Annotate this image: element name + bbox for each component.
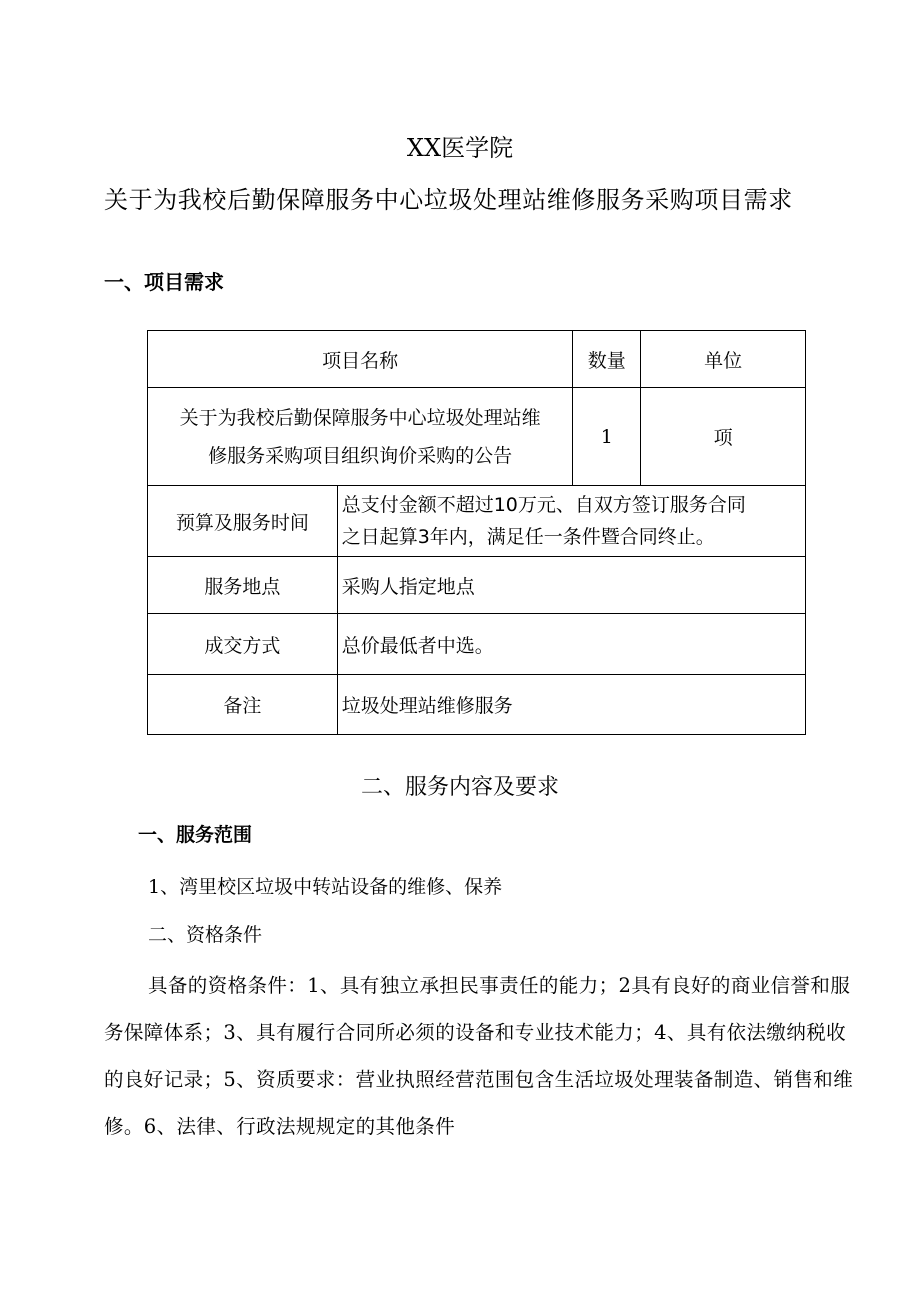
budget-value-line1: 总支付金额不超过10万元、自双方签订服务合同 xyxy=(341,494,746,516)
document-title: 关于为我校后勤保障服务中心垃圾处理站维修服务采购项目需求 xyxy=(104,186,793,214)
quantity-cell: 1 xyxy=(573,388,641,486)
location-label: 服务地点 xyxy=(148,557,338,614)
header-unit: 单位 xyxy=(641,331,806,388)
project-name-line2: 修服务采购项目组织询价采购的公告 xyxy=(208,444,513,467)
qualification-heading: 二、资格条件 xyxy=(148,924,263,946)
header-quantity: 数量 xyxy=(573,331,641,388)
remarks-value: 垃圾处理站维修服务 xyxy=(337,675,805,735)
method-label: 成交方式 xyxy=(148,614,338,675)
requirements-table xyxy=(147,330,806,735)
table-row-project xyxy=(148,388,806,486)
remarks-label: 备注 xyxy=(148,675,338,735)
method-value: 总价最低者中选。 xyxy=(337,614,805,675)
table-row-remarks xyxy=(148,675,806,735)
scope-heading: 一、服务范围 xyxy=(138,824,253,846)
table-row-method xyxy=(148,614,806,675)
section-heading-service: 二、服务内容及要求 xyxy=(360,775,559,800)
qualification-paragraph: 具备的资格条件：1、具有独立承担民事责任的能力；2具有良好的商业信誉和服务保障体系；3、具有履行合同所必须的设备和专业技术能力；4、具有依法缴纳税收的良好记录；5、资质要求：营业执照经营范围包含生活垃圾处理装备制造、销售和维修。6、法律、行政法规规定的其他条件 xyxy=(104,974,854,1138)
project-name-cell xyxy=(148,388,573,486)
table-row-budget xyxy=(148,486,806,557)
institution-title: XX医学院 xyxy=(406,134,514,162)
budget-value-line2: 之日起算3年内，满足任一条件暨合同终止。 xyxy=(341,526,715,548)
table-row-location xyxy=(148,557,806,614)
project-name-line1: 关于为我校后勤保障服务中心垃圾处理站维 xyxy=(179,406,541,429)
unit-cell: 项 xyxy=(641,388,806,486)
budget-label: 预算及服务时间 xyxy=(148,486,338,557)
location-value: 采购人指定地点 xyxy=(337,557,805,614)
table-header-row xyxy=(148,331,806,388)
budget-value xyxy=(337,486,805,557)
section-heading-requirements: 一、项目需求 xyxy=(104,270,224,294)
scope-item: 1、湾里校区垃圾中转站设备的维修、保养 xyxy=(148,876,503,898)
header-project-name: 项目名称 xyxy=(148,331,573,388)
